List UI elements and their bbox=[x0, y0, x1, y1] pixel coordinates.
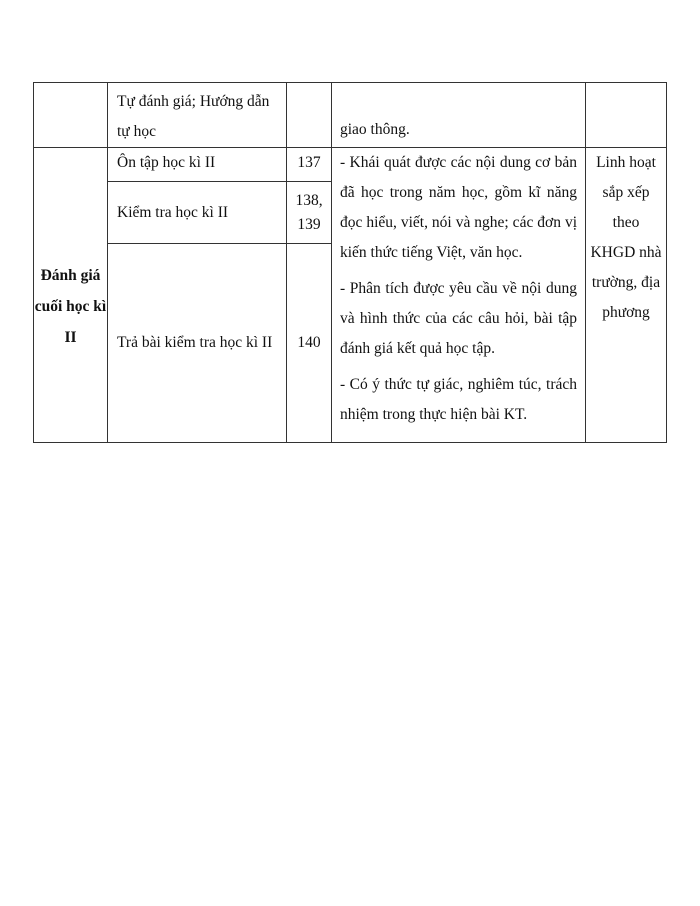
curriculum-table bbox=[33, 82, 667, 443]
content-cell bbox=[108, 148, 287, 182]
table-row bbox=[34, 148, 667, 182]
requirement-item: - Phân tích được yêu cầu về nội dung và hình thức của các câu hỏi, bài tập đánh giá kết quả học tập. bbox=[340, 280, 577, 357]
lesson-cell bbox=[287, 244, 332, 443]
lesson-cell bbox=[287, 148, 332, 182]
note-text: Linh hoạt sắp xếp theo KHGD nhà trường, địa phương bbox=[590, 154, 662, 321]
requirement-item: - Khái quát được các nội dung cơ bản đã học trong năm học, gồm kĩ năng đọc hiểu, viết, nói và nghe; các đơn vị kiến thức tiếng Việt, văn học. bbox=[340, 154, 577, 261]
requirements-cell bbox=[332, 148, 586, 443]
content-cell bbox=[108, 182, 287, 244]
lesson-number: 140 bbox=[297, 334, 321, 351]
lesson-cell bbox=[287, 83, 332, 148]
content-cell bbox=[108, 244, 287, 443]
topic-cell: Đánh giá cuối học kì II bbox=[34, 148, 108, 443]
topic-cell-empty bbox=[34, 83, 108, 148]
table-row bbox=[34, 83, 667, 148]
content-text: Trả bài kiểm tra học kì II bbox=[117, 334, 273, 351]
requirement-item: - Có ý thức tự giác, nghiêm túc, trách nhiệm trong thực hiện bài KT. bbox=[340, 376, 577, 423]
lesson-number: 138, 139 bbox=[295, 191, 323, 233]
content-cell bbox=[108, 83, 287, 148]
lesson-cell bbox=[287, 182, 332, 244]
requirements-cell bbox=[332, 83, 586, 148]
content-text: Ôn tập học kì II bbox=[117, 154, 216, 171]
note-cell bbox=[586, 148, 667, 443]
content-text: Tự đánh giá; Hướng dẫn tự học bbox=[117, 93, 270, 140]
requirements-text: giao thông. bbox=[340, 121, 410, 138]
note-cell bbox=[586, 83, 667, 148]
lesson-number: 137 bbox=[297, 154, 321, 171]
content-text: Kiểm tra học kì II bbox=[117, 203, 229, 221]
